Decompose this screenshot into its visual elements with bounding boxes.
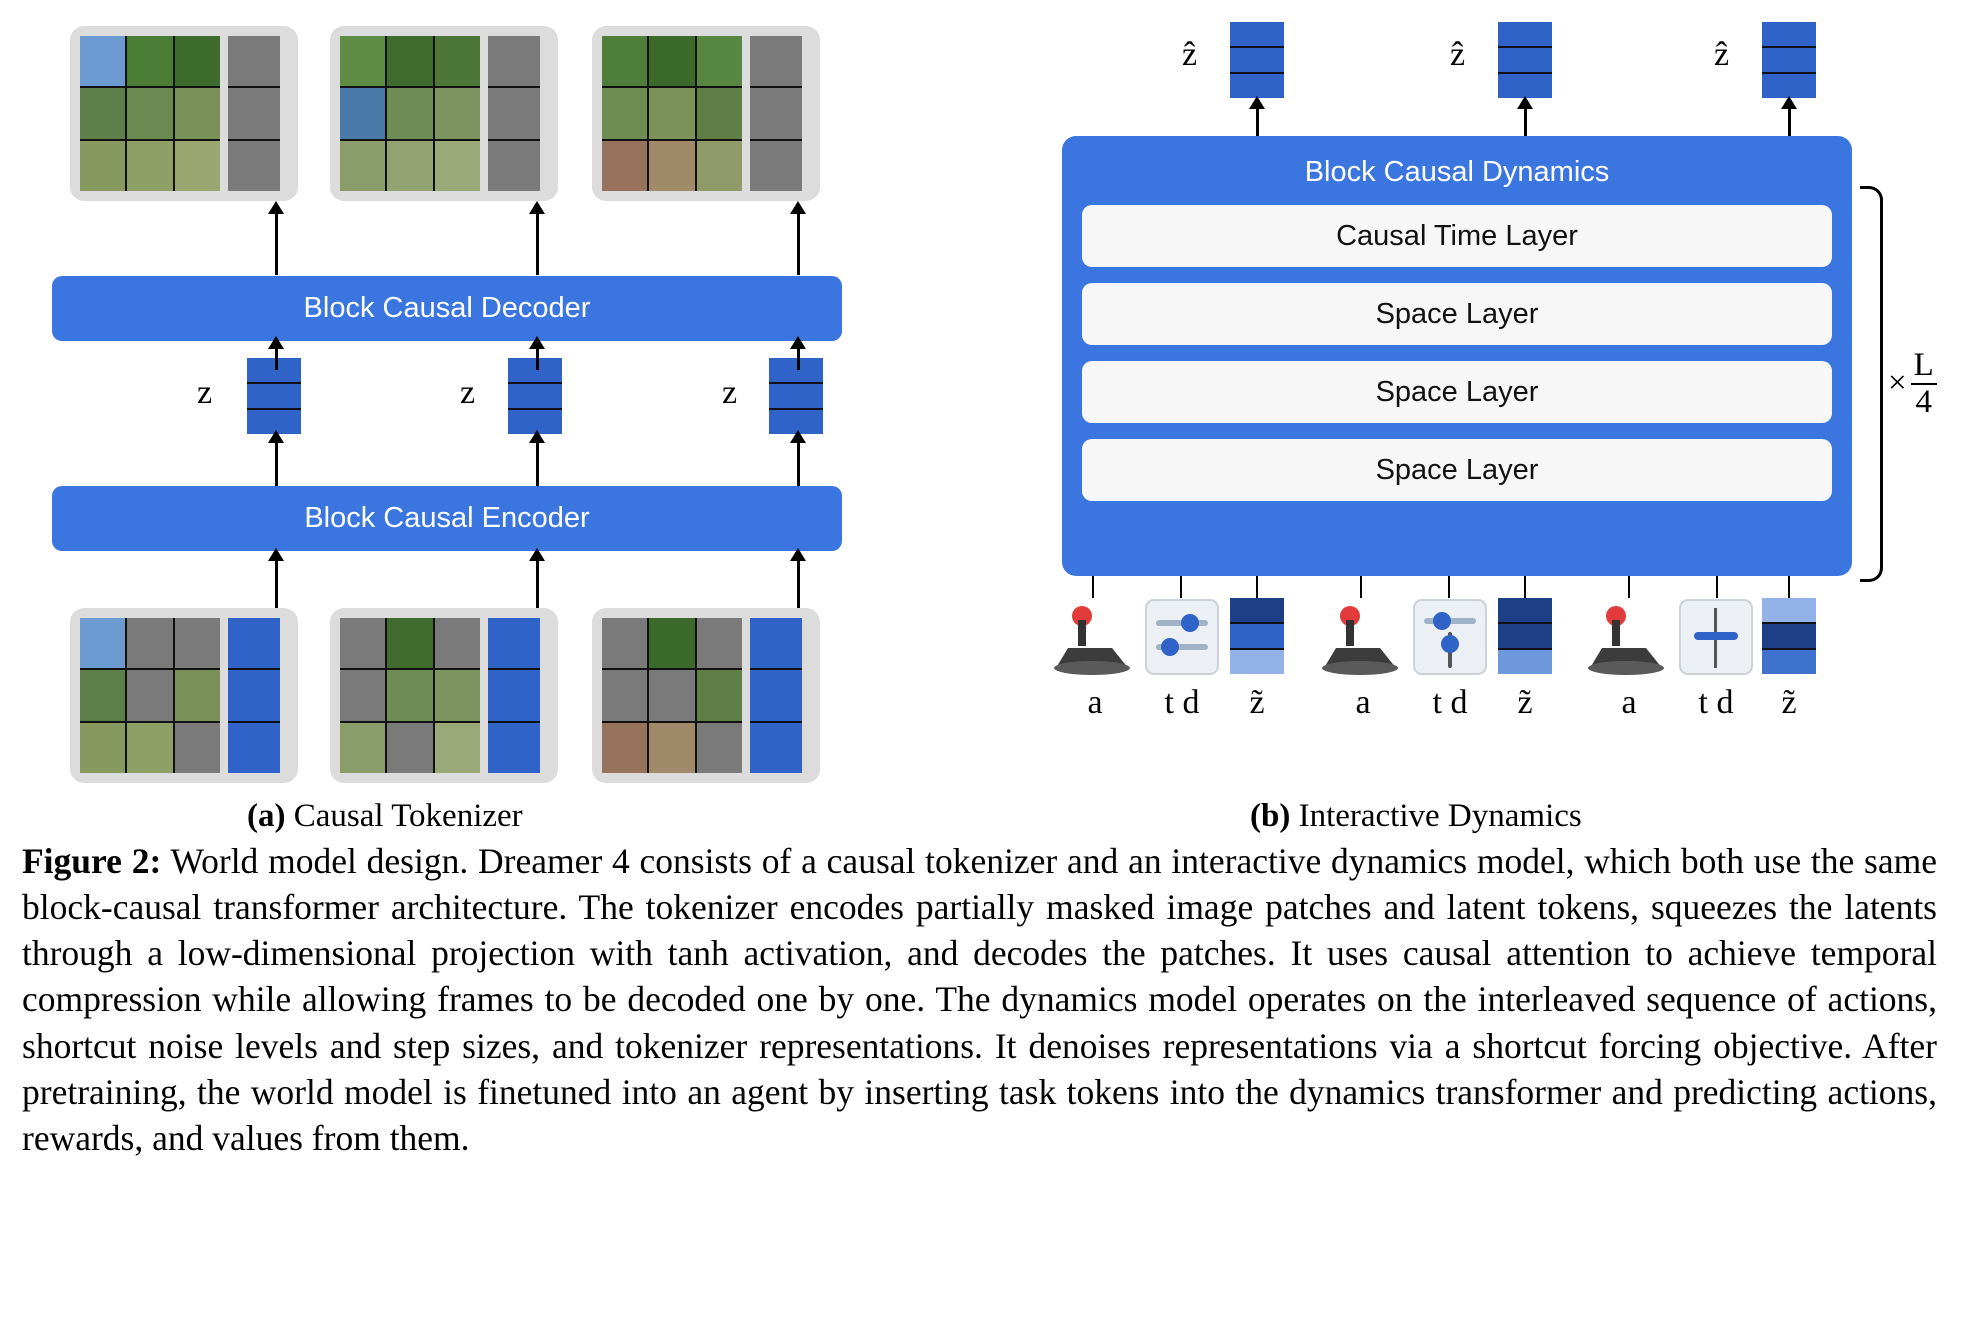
latent-token-stack-1 [247,358,301,434]
sequence-label-7: a [1621,684,1637,721]
arrow-encoder-to-latent-2 [536,442,539,490]
arrow-latent-3-to-decoder [797,348,800,370]
latent-token-stack-3 [769,358,823,434]
input-token-col-2 [488,618,540,773]
connector-2 [1180,576,1182,598]
repeat-symbol: × [1888,365,1907,402]
decoded-token-col-2 [488,36,540,191]
slider-icon-3 [1678,598,1754,681]
layer-causal-time [1082,205,1832,267]
token-block-icon-1 [1230,598,1284,674]
sequence-label-2: t d [1164,684,1200,721]
panel-a-subcaption-bold: (a) [247,798,286,834]
input-frame-group-1 [70,608,298,783]
block-causal-decoder-label: Block Causal Decoder [303,292,591,324]
decoded-token-col-1 [228,36,280,191]
connector-9 [1788,576,1790,598]
input-patch-grid-2 [340,618,480,773]
panel-b-interactive-dynamics [1032,8,1934,834]
decoded-token-col-3 [750,36,802,191]
figure-caption-text: World model design. Dreamer 4 consists of a causal tokenizer and an interactive dynamics model, which both use the same block-causal transformer architecture. The tokenizer encodes partially masked image patches and latent tokens, squeezes the latents through a low-dimensional projection with tanh activation, and decodes the patches. It uses causal attention to achieve temporal compression while allowing frames to be decoded one by one. The dynamics model operates on the interleaved sequence of actions, shortcut noise levels and step sizes, and tokenizer representations. It denoises representations via a shortcut forcing objective. After pretraining, the world model is finetuned into an agent by inserting task tokens into the dynamics transformer and predicting actions, rewards, and values from them. [22,841,1937,1158]
decoded-frame-group-2 [330,26,558,201]
decoded-frame-group-1 [70,26,298,201]
block-causal-encoder-label: Block Causal Encoder [304,502,590,534]
input-token-col-3 [750,618,802,773]
sequence-label-4: a [1355,684,1371,721]
joystick-icon-3 [1584,598,1670,681]
output-label-3: ẑ [1714,36,1730,73]
latent-label-1: z [197,374,213,411]
figure-2 [22,0,1940,834]
sequence-label-9: z̃ [1781,684,1797,721]
connector-1 [1092,576,1094,598]
panel-a-subcaption-text: Causal Tokenizer [293,798,523,834]
layer-space-3-label: Space Layer [1375,453,1539,486]
block-causal-dynamics-title: Block Causal Dynamics [1304,156,1610,188]
decoded-patch-grid-3 [602,36,742,191]
layer-space-3 [1082,439,1832,501]
joystick-icon-2 [1318,598,1404,681]
arrow-decoder-to-frame-3 [797,213,800,275]
figure-caption [22,838,1937,1161]
repeat-multiplier [1888,348,1937,419]
repeat-bracket [1860,186,1883,582]
repeat-denominator: 4 [1915,383,1932,420]
token-block-icon-2 [1498,598,1552,674]
arrow-encoder-to-latent-3 [797,442,800,490]
arrow-input-frame-3-to-encoder [797,560,800,608]
arrow-encoder-to-latent-1 [275,442,278,490]
layer-space-1-label: Space Layer [1375,297,1539,330]
joystick-icon-1 [1050,598,1136,681]
connector-8 [1716,576,1718,598]
decoded-patch-grid-2 [340,36,480,191]
decoded-patch-grid-1 [80,36,220,191]
block-causal-decoder [52,276,842,341]
arrow-input-frame-1-to-encoder [275,560,278,608]
output-label-1: ẑ [1182,36,1198,73]
token-block-icon-3 [1762,598,1816,674]
panel-a-subcaption [247,798,523,835]
panel-b-subcaption-text: Interactive Dynamics [1298,798,1582,834]
layer-space-2 [1082,361,1832,423]
block-causal-encoder [52,486,842,551]
layer-causal-time-label: Causal Time Layer [1336,219,1578,252]
input-patch-grid-1 [80,618,220,773]
layer-space-2-label: Space Layer [1375,375,1539,408]
layer-space-1 [1082,283,1832,345]
connector-7 [1628,576,1630,598]
panel-a-causal-tokenizer [42,8,862,834]
slider-icon-2 [1412,598,1488,681]
output-token-stack-2 [1498,22,1552,98]
arrow-decoder-to-frame-1 [275,213,278,275]
connector-3 [1256,576,1258,598]
repeat-fraction [1911,348,1937,419]
arrow-latent-2-to-decoder [536,348,539,370]
output-label-2: ẑ [1450,36,1466,73]
sequence-label-3: z̃ [1249,684,1265,721]
repeat-numerator: L [1911,348,1937,385]
connector-5 [1448,576,1450,598]
arrow-input-frame-2-to-encoder [536,560,539,608]
sequence-label-5: t d [1432,684,1468,721]
input-frame-group-2 [330,608,558,783]
decoded-frame-group-3 [592,26,820,201]
latent-token-stack-2 [508,358,562,434]
block-causal-dynamics-box [1062,136,1852,576]
arrow-latent-1-to-decoder [275,348,278,370]
figure-caption-label: Figure 2: [22,841,162,881]
connector-6 [1524,576,1526,598]
sequence-label-1: a [1087,684,1103,721]
slider-icon-1 [1144,598,1220,681]
latent-label-3: z [722,374,738,411]
arrow-decoder-to-frame-2 [536,213,539,275]
sequence-label-8: t d [1698,684,1734,721]
panel-b-subcaption [1250,798,1582,835]
output-token-stack-3 [1762,22,1816,98]
input-frame-group-3 [592,608,820,783]
input-patch-grid-3 [602,618,742,773]
input-token-col-1 [228,618,280,773]
connector-4 [1360,576,1362,598]
sequence-label-6: z̃ [1517,684,1533,721]
latent-label-2: z [460,374,476,411]
panel-b-subcaption-bold: (b) [1250,798,1291,834]
output-token-stack-1 [1230,22,1284,98]
